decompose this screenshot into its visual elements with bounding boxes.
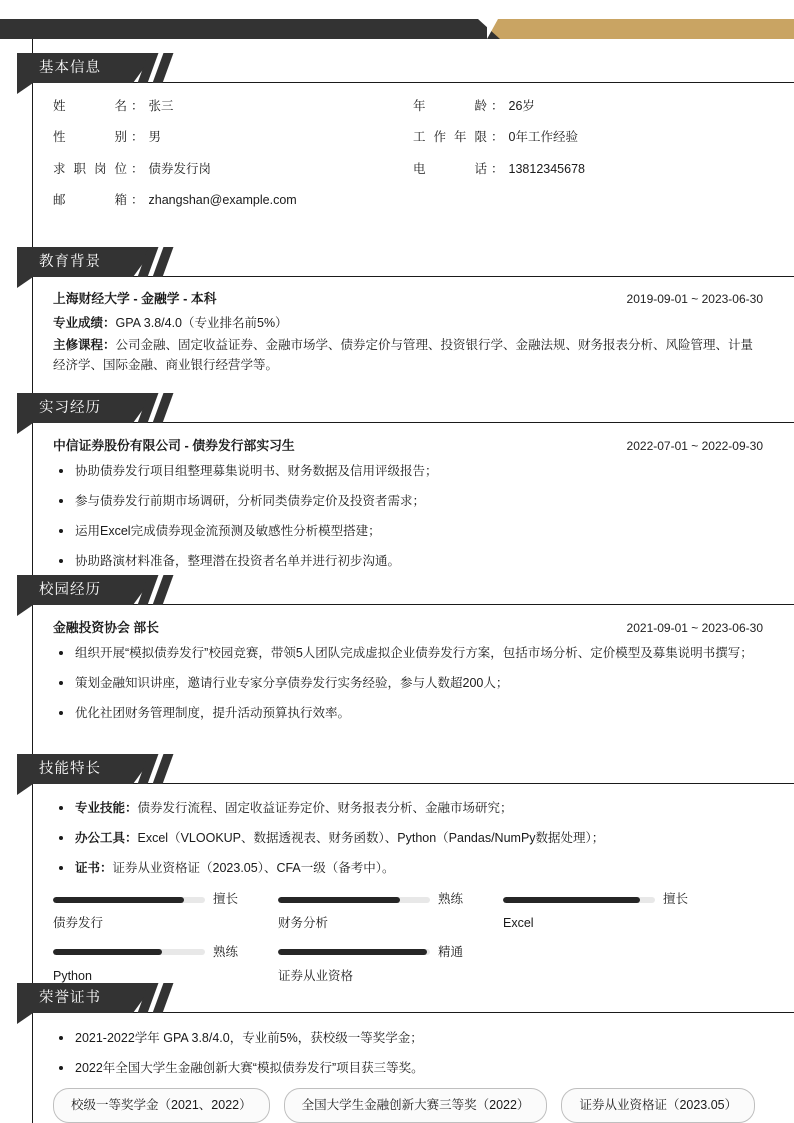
info-colon: ： [131,130,144,145]
info-colon: ： [131,193,144,208]
skill-label: 专业技能： [75,801,138,815]
skill-bar-item [278,890,490,934]
section-rule [133,783,794,784]
section-title: 教育背景 [39,254,101,270]
skill-bar-fill [53,949,162,955]
info-field-experience [413,128,763,147]
top-banner [0,19,794,39]
info-value: 13812345678 [508,161,585,176]
section-title: 基本信息 [39,60,101,76]
list-item [53,828,763,848]
chip-foot [17,605,33,616]
section-rule [133,1012,794,1013]
internship-bullet-list [53,461,763,571]
skill-bar-track [53,949,205,955]
list-item: 2021-2022学年 GPA 3.8/4.0，专业前5%，获校级一等奖学金； [53,1028,763,1048]
info-field-age [413,97,763,116]
section-header-honors [17,983,757,1013]
internship-body [53,436,763,571]
skill-bar-track [278,897,430,903]
skill-label: 证书： [75,861,113,875]
info-value: 张三 [148,99,174,113]
info-field-phone [413,160,763,179]
list-item: 协助债券发行项目组整理募集说明书、财务数据及信用评级报告； [53,461,763,481]
skill-bar-item [503,890,715,934]
skill-bar-row [53,890,265,909]
skill-bar-item [53,943,265,987]
info-colon: ： [491,130,504,145]
basic-info-body [53,97,763,211]
honor-tag[interactable]: 校级一等奖学金（2021、2022） [53,1088,270,1123]
skill-bar-fill [503,897,640,903]
skill-bar-row [53,943,265,962]
section-title: 实习经历 [39,400,101,416]
info-label: 求职岗位 [53,161,127,176]
info-field-position [53,160,413,179]
skill-bar-track [278,949,430,955]
honor-tag[interactable]: 证券从业资格证（2023.05） [561,1088,755,1123]
chip-foot [17,423,33,434]
info-value: zhangshan@example.com [148,193,297,208]
skill-bar-level: 擅长 [213,892,239,906]
honors-body [53,1028,763,1123]
internship-entry-date: 2022-07-01 ~ 2022-09-30 [626,439,763,453]
section-header-education [17,247,757,277]
skill-bar-name: Excel [503,916,534,931]
skill-bar-fill [53,897,184,903]
skill-bar-fill [278,897,400,903]
education-entry [53,289,763,309]
education-courses-value: 公司金融、固定收益证券、金融市场学、债券定价与管理、投资银行学、金融法规、财务报表分析、风险管理、计量经济学、国际金融、商业银行经营学等。 [53,338,754,372]
list-item: 优化社团财务管理制度，提升活动预算执行效率。 [53,703,763,723]
chip-foot [17,83,33,94]
skill-label: 办公工具： [75,831,138,845]
education-entry-title: 上海财经大学 - 金融学 - 本科 [53,291,217,306]
info-value: 男 [148,130,162,145]
section-rule [133,276,794,277]
education-grade-label: 专业成绩： [53,315,116,330]
section-rule [133,604,794,605]
info-value: 26岁 [508,99,535,113]
section-header-campus [17,575,757,605]
list-item [53,858,763,878]
skill-bar-name: 财务分析 [278,916,329,931]
info-colon: ： [131,161,144,176]
info-colon: ： [491,161,504,176]
section-rule [133,82,794,83]
campus-entry [53,618,763,638]
skill-bar-row [278,890,490,909]
honors-bullet-list [53,1028,763,1078]
basic-info-grid [53,97,763,211]
honor-tag-list [53,1088,763,1123]
info-label: 性别 [53,130,127,145]
skill-bar-name: 债券发行 [53,916,104,931]
section-header-basic-info [17,53,757,83]
skill-bar-row [503,890,715,909]
internship-entry-title: 中信证券股份有限公司 - 债券发行部实习生 [53,438,295,453]
campus-body [53,618,763,723]
education-grade-line [53,314,763,333]
section-internship [0,393,794,581]
section-header-internship [17,393,757,423]
list-item: 运用Excel完成债券现金流预测及敏感性分析模型搭建； [53,521,763,541]
education-entry-date: 2019-09-01 ~ 2023-06-30 [626,292,763,306]
skills-body [53,798,763,987]
list-item [53,798,763,818]
internship-entry [53,436,763,456]
list-item: 参与债券发行前期市场调研，分析同类债券定价及投资者需求； [53,491,763,511]
chip-foot [17,1013,33,1024]
info-colon: ： [491,99,504,113]
section-rule [133,422,794,423]
skill-bar-track [53,897,205,903]
list-item: 2022年全国大学生金融创新大赛“模拟债券发行”项目获三等奖。 [53,1058,763,1078]
section-skills [0,754,794,987]
info-field-name [53,97,413,116]
section-basic-info [0,53,794,211]
info-value: 0年工作经验 [508,130,578,145]
info-field-email [53,191,413,210]
chip-foot [17,277,33,288]
banner-dark-stripe [0,19,500,39]
section-honors [0,983,794,1123]
skill-bar-name: 证券从业资格 [278,969,354,984]
skill-bar-level: 擅长 [663,892,689,906]
skill-bar-item [53,890,265,934]
skill-bar-track [503,897,655,903]
skill-bar-level: 熟练 [438,892,464,906]
skill-bar-level: 精通 [438,944,464,959]
info-label: 邮箱 [53,193,127,208]
campus-entry-date: 2021-09-01 ~ 2023-06-30 [626,621,763,635]
campus-entry-title: 金融投资协会 部长 [53,620,159,635]
list-item: 策划金融知识讲座，邀请行业专家分享债券发行实务经验，参与人数超200人； [53,673,763,693]
skill-text: Excel（VLOOKUP、数据透视表、财务函数）、Python（Pandas/NumPy数据处理）； [137,831,605,845]
section-title: 技能特长 [39,761,101,777]
info-label: 年龄 [413,99,487,113]
skills-bullet-list [53,798,763,878]
skill-text: 债券发行流程、固定收益证券定价、财务报表分析、金融市场研究； [137,801,513,815]
honor-tag[interactable]: 全国大学生金融创新大赛三等奖（2022） [284,1088,548,1123]
skill-bar-name: Python [53,969,92,984]
education-courses-label: 主修课程： [53,338,116,353]
skill-bar-row [278,943,490,962]
banner-gold-stripe [487,19,794,39]
list-item: 组织开展“模拟债券发行”校园竞赛，带领5人团队完成虚拟企业债券发行方案，包括市场分析、定价模型及募集说明书撰写； [53,643,763,663]
skill-bar-level: 熟练 [213,944,239,959]
section-title: 荣誉证书 [39,990,101,1006]
section-header-skills [17,754,757,784]
campus-bullet-list [53,643,763,723]
chip-foot [17,784,33,795]
info-value: 债券发行岗 [148,161,212,176]
info-colon: ： [131,99,144,113]
skill-bar-grid [53,890,763,987]
info-label: 姓名 [53,99,127,113]
education-body [53,289,763,375]
info-label: 电话 [413,161,487,176]
list-item: 协助路演材料准备，整理潜在投资者名单并进行初步沟通。 [53,551,763,571]
info-field-gender [53,128,413,147]
education-courses-line [53,336,763,375]
section-campus [0,575,794,733]
info-label: 工作年限 [413,130,487,145]
section-education [0,247,794,378]
skill-bar-item [278,943,490,987]
skill-bar-fill [278,949,427,955]
education-grade-value: GPA 3.8/4.0（专业排名前5%） [115,315,288,330]
section-title: 校园经历 [39,582,101,598]
skill-text: 证券从业资格证（2023.05）、CFA一级（备考中）。 [112,861,395,875]
